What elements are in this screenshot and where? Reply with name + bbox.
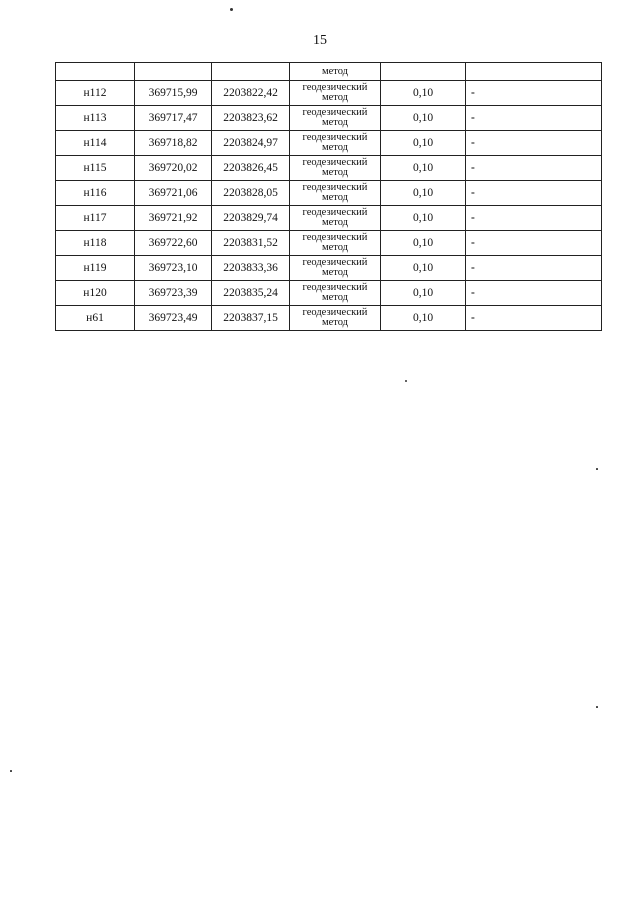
method-line-2: метод bbox=[321, 242, 349, 253]
cell-point-id: н117 bbox=[56, 206, 135, 231]
cell-method bbox=[290, 156, 381, 181]
method-line-2: метод bbox=[321, 292, 349, 303]
cell-x bbox=[135, 63, 212, 81]
cell-method bbox=[290, 131, 381, 156]
cell-point-id: н120 bbox=[56, 281, 135, 306]
cell-point-id: н118 bbox=[56, 231, 135, 256]
cell-method bbox=[290, 231, 381, 256]
cell-point-id: н119 bbox=[56, 256, 135, 281]
cell-point-id: н115 bbox=[56, 156, 135, 181]
table-row bbox=[56, 106, 602, 131]
cell-point-id: н112 bbox=[56, 81, 135, 106]
cell-note: - bbox=[466, 181, 602, 206]
cell-y: 2203831,52 bbox=[212, 231, 290, 256]
cell-note: - bbox=[466, 206, 602, 231]
cell-x: 369718,82 bbox=[135, 131, 212, 156]
cell-note: - bbox=[466, 131, 602, 156]
scan-speck bbox=[596, 706, 598, 708]
scan-speck bbox=[596, 468, 598, 470]
cell-accuracy: 0,10 bbox=[381, 181, 466, 206]
cell-accuracy: 0,10 bbox=[381, 231, 466, 256]
cell-method bbox=[290, 306, 381, 331]
cell-y: 2203829,74 bbox=[212, 206, 290, 231]
table-row-continuation bbox=[56, 63, 602, 81]
cell-y: 2203824,97 bbox=[212, 131, 290, 156]
cell-x: 369722,60 bbox=[135, 231, 212, 256]
cell-accuracy: 0,10 bbox=[381, 81, 466, 106]
cell-x: 369720,02 bbox=[135, 156, 212, 181]
cell-accuracy: 0,10 bbox=[381, 156, 466, 181]
table-row bbox=[56, 181, 602, 206]
cell-note: - bbox=[466, 156, 602, 181]
table-row bbox=[56, 131, 602, 156]
method-line-1: геодезический bbox=[302, 232, 368, 243]
coordinates-table-body bbox=[56, 63, 602, 331]
table-row bbox=[56, 256, 602, 281]
cell-accuracy: 0,10 bbox=[381, 281, 466, 306]
cell-note: - bbox=[466, 256, 602, 281]
cell-method bbox=[290, 106, 381, 131]
cell-accuracy: 0,10 bbox=[381, 131, 466, 156]
cell-note bbox=[466, 63, 602, 81]
cell-y: 2203835,24 bbox=[212, 281, 290, 306]
method-line-2: метод bbox=[321, 317, 349, 328]
cell-y: 2203833,36 bbox=[212, 256, 290, 281]
cell-x: 369717,47 bbox=[135, 106, 212, 131]
table-row bbox=[56, 156, 602, 181]
method-line-1: геодезический bbox=[302, 132, 368, 143]
cell-point-id: н113 bbox=[56, 106, 135, 131]
cell-accuracy bbox=[381, 63, 466, 81]
method-line-1: геодезический bbox=[302, 307, 368, 318]
method-line-1: геодезический bbox=[302, 207, 368, 218]
method-line-2: метод bbox=[321, 167, 349, 178]
cell-method bbox=[290, 81, 381, 106]
cell-x: 369723,49 bbox=[135, 306, 212, 331]
cell-method bbox=[290, 281, 381, 306]
method-line-2: метод bbox=[321, 217, 349, 228]
table-row bbox=[56, 281, 602, 306]
method-line-2: метод bbox=[321, 192, 349, 203]
scan-speck bbox=[405, 380, 407, 382]
page-number: 15 bbox=[313, 33, 327, 48]
cell-accuracy: 0,10 bbox=[381, 106, 466, 131]
cell-method bbox=[290, 181, 381, 206]
coordinates-table bbox=[55, 62, 602, 331]
method-line-2: метод bbox=[321, 267, 349, 278]
cell-method: метод bbox=[290, 63, 381, 81]
cell-point-id: н61 bbox=[56, 306, 135, 331]
method-line-1: геодезический bbox=[302, 257, 368, 268]
method-line-1: геодезический bbox=[302, 107, 368, 118]
method-line-1: геодезический bbox=[302, 282, 368, 293]
cell-note: - bbox=[466, 81, 602, 106]
cell-note: - bbox=[466, 231, 602, 256]
cell-y bbox=[212, 63, 290, 81]
table-row bbox=[56, 231, 602, 256]
method-line-2: метод bbox=[321, 117, 349, 128]
cell-accuracy: 0,10 bbox=[381, 256, 466, 281]
cell-y: 2203837,15 bbox=[212, 306, 290, 331]
cell-x: 369721,06 bbox=[135, 181, 212, 206]
cell-accuracy: 0,10 bbox=[381, 206, 466, 231]
cell-x: 369723,10 bbox=[135, 256, 212, 281]
cell-y: 2203826,45 bbox=[212, 156, 290, 181]
cell-y: 2203828,05 bbox=[212, 181, 290, 206]
table-row bbox=[56, 306, 602, 331]
cell-x: 369715,99 bbox=[135, 81, 212, 106]
cell-note: - bbox=[466, 281, 602, 306]
cell-y: 2203823,62 bbox=[212, 106, 290, 131]
cell-point-id: н116 bbox=[56, 181, 135, 206]
method-line-2: метод bbox=[321, 142, 349, 153]
cell-accuracy: 0,10 bbox=[381, 306, 466, 331]
cell-y: 2203822,42 bbox=[212, 81, 290, 106]
cell-x: 369723,39 bbox=[135, 281, 212, 306]
table-row bbox=[56, 206, 602, 231]
cell-method bbox=[290, 206, 381, 231]
scan-speck bbox=[230, 8, 233, 11]
cell-x: 369721,92 bbox=[135, 206, 212, 231]
cell-point-id bbox=[56, 63, 135, 81]
cell-method bbox=[290, 256, 381, 281]
method-line-2: метод bbox=[321, 92, 349, 103]
cell-note: - bbox=[466, 306, 602, 331]
table-row bbox=[56, 81, 602, 106]
cell-point-id: н114 bbox=[56, 131, 135, 156]
method-line-1: геодезический bbox=[302, 82, 368, 93]
scan-speck bbox=[10, 770, 12, 772]
method-line-1: геодезический bbox=[302, 157, 368, 168]
method-line-1: геодезический bbox=[302, 182, 368, 193]
cell-note: - bbox=[466, 106, 602, 131]
